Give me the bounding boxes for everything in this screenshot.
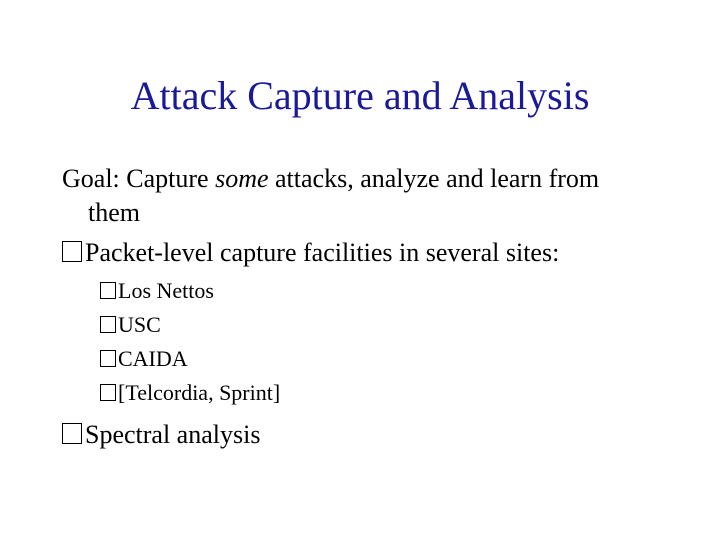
hollow-square-icon <box>100 350 116 367</box>
bullet-packet-capture <box>62 236 559 270</box>
hollow-square-icon <box>100 316 116 333</box>
sub-bullet-text: CAIDA <box>118 346 188 371</box>
goal-paragraph <box>62 162 682 230</box>
sub-bullet-text: [Telcordia, Sprint] <box>118 380 281 405</box>
sub-bullet-text: USC <box>118 312 161 337</box>
bullet-text: Packet-level capture facilities in several sites: <box>85 238 560 267</box>
slide-title: Attack Capture and Analysis <box>130 73 590 118</box>
sub-bullet-text: Los Nettos <box>118 278 214 303</box>
goal-suffix: attacks, analyze and learn from <box>268 164 600 193</box>
sub-bullet-caida <box>100 344 188 374</box>
hollow-square-icon <box>100 384 116 401</box>
sub-bullet-usc <box>100 310 161 340</box>
sub-bullet-los-nettos <box>100 276 214 306</box>
goal-continuation: them <box>88 198 140 227</box>
hollow-square-icon <box>100 282 116 299</box>
sub-bullet-telcordia-sprint <box>100 378 280 408</box>
hollow-square-icon <box>62 241 82 262</box>
hollow-square-icon <box>62 423 82 444</box>
goal-emphasis: some <box>215 164 269 193</box>
bullet-text: Spectral analysis <box>85 420 261 449</box>
bullet-spectral-analysis <box>62 418 260 452</box>
goal-prefix: Goal: Capture <box>62 164 216 193</box>
